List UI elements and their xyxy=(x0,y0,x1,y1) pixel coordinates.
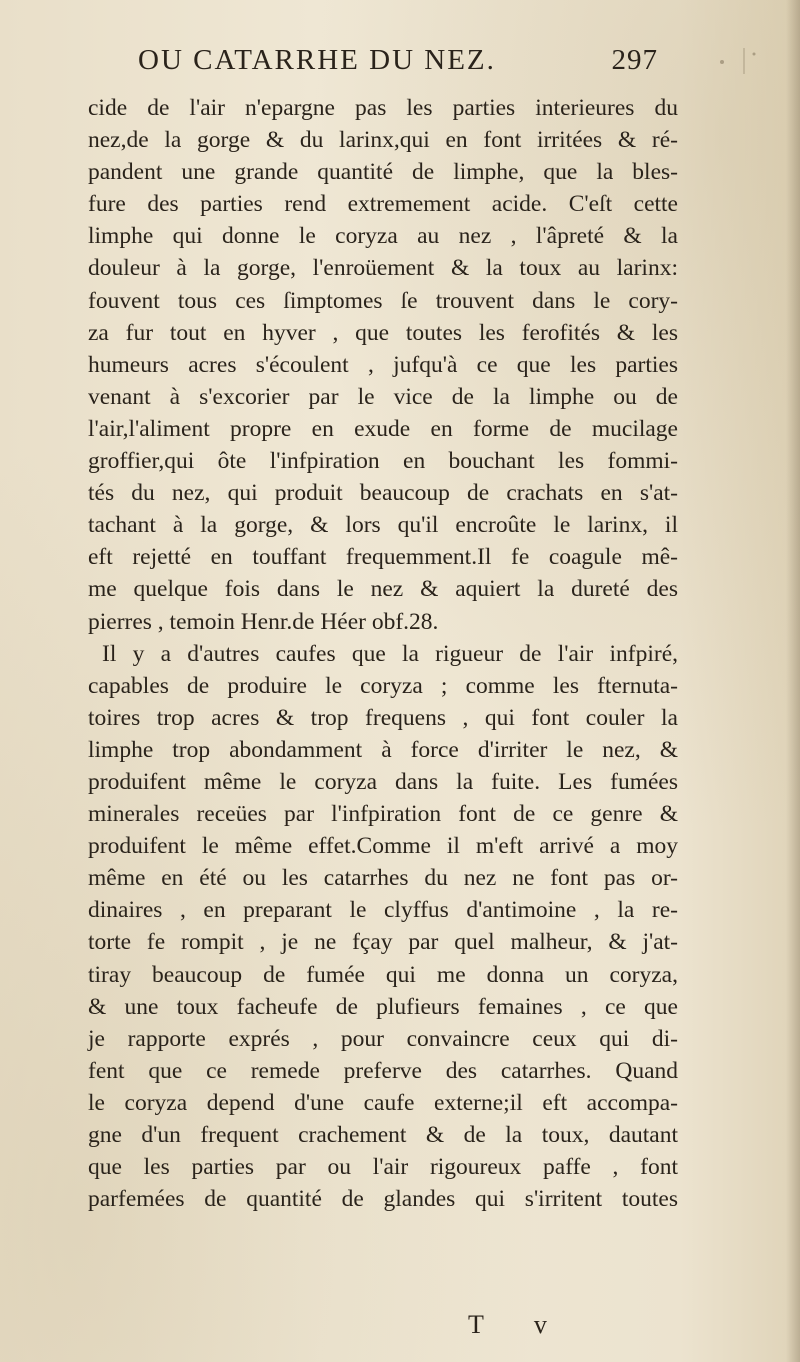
text-line: Il y a d'autres caufes que la rigueur de l'air infpiré, xyxy=(102,640,678,667)
text-line: le coryza depend d'une caufe externe;il eft accompa- xyxy=(88,1089,678,1116)
text-line: douleur à la gorge, l'enroüement & la toux au larinx: xyxy=(88,255,678,282)
text-line: tiray beaucoup de fumée qui me donna un coryza, xyxy=(88,961,678,988)
text-line: nez,de la gorge & du larinx,qui en font irritées & ré- xyxy=(88,127,678,154)
page-edge-shadow xyxy=(786,0,800,1362)
text-line: parfemées de quantité de glandes qui s'irritent toutes xyxy=(88,1186,678,1213)
text-line: limphe trop abondamment à force d'irriter le nez, & xyxy=(88,736,678,763)
text-line: même en été ou les catarrhes du nez ne font pas or- xyxy=(88,865,678,892)
text-line: je rapporte exprés , pour convaincre ceux qui di- xyxy=(88,1025,678,1052)
body-text xyxy=(88,92,678,1215)
text-line: humeurs acres s'écoulent , jufqu'à ce que les parties xyxy=(88,351,678,378)
running-title: OU CATARRHE DU NEZ. xyxy=(138,44,496,76)
text-line: me quelque fois dans le nez & aquiert la dureté des xyxy=(88,576,678,603)
text-line: fent que ce remede preferve des catarrhes. Quand xyxy=(88,1057,678,1084)
text-line: que les parties par ou l'air rigoureux paffe , font xyxy=(88,1154,678,1181)
text-line: pandent une grande quantité de limphe, que la bles- xyxy=(88,159,678,186)
text-line: toires trop acres & trop frequens , qui font couler la xyxy=(88,704,678,731)
text-line: l'air,l'aliment propre en exude en forme de mucilage xyxy=(88,415,678,442)
text-line: za fur tout en hyver , que toutes les ferofités & les xyxy=(88,319,678,346)
text-line: dinaires , en preparant le clyffus d'antimoine , la re- xyxy=(88,897,678,924)
signature-mark: T v xyxy=(468,1310,569,1339)
text-line: fure des parties rend extremement acide. C'eſt cette xyxy=(88,191,678,218)
running-header xyxy=(138,44,658,92)
smudge-icon xyxy=(714,46,764,76)
text-line: groffier,qui ôte l'infpiration en bouchant les fommi- xyxy=(88,448,678,475)
text-line: minerales receües par l'infpiration font de ce genre & xyxy=(88,801,678,828)
text-line: capables de produire le coryza ; comme les fternuta- xyxy=(88,672,678,699)
margin-smudge-marks xyxy=(714,46,764,76)
text-line: tés du nez, qui produit beaucoup de crachats en s'at- xyxy=(88,480,678,507)
text-line: cide de l'air n'epargne pas les parties interieures du xyxy=(88,95,678,121)
text-line: & une toux facheufe de plufieurs femaines , ce que xyxy=(88,993,678,1020)
text-line: produifent même le coryza dans la fuite. Les fumées xyxy=(88,768,678,795)
text-line: gne d'un frequent crachement & de la toux, dautant xyxy=(88,1122,678,1148)
text-line: fouvent tous ces ſimptomes ſe trouvent dans le cory- xyxy=(88,287,678,314)
text-line: venant à s'excorier par le vice de la limphe ou de xyxy=(88,383,678,410)
text-line: limphe qui donne le coryza au nez , l'âpreté & la xyxy=(88,223,678,250)
text-line: tachant à la gorge, & lors qu'il encroûte le larinx, il xyxy=(88,512,678,539)
text-line: produifent le même effet.Comme il m'eft arrivé a moy xyxy=(88,833,678,860)
text-line: torte fe rompit , je ne fçay par quel malheur, & j'at- xyxy=(88,929,678,956)
page-number: 297 xyxy=(611,44,658,76)
text-line: pierres , temoin Henr.de Héer obf.28. xyxy=(88,608,439,635)
text-line: eft rejetté en touffant frequemment.Il fe coagule mê- xyxy=(88,544,678,571)
